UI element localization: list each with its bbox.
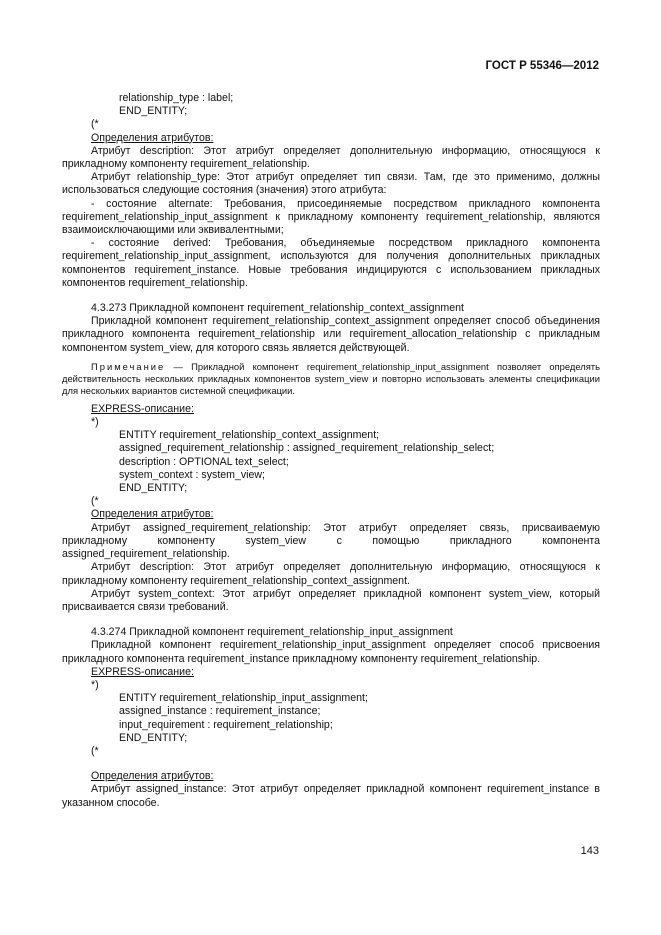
paragraph: Атрибут description: Этот атрибут определяет дополнительную информацию, относящуюся к прикладному компоненту requirement_relationship. <box>62 144 600 171</box>
paragraph: Прикладной компонент requirement_relationship_input_assignment определяет способ присвоения прикладного компонента requirement_instance прикладному компоненту requirement_relationship. <box>62 639 600 665</box>
note-text: — Прикладной компонент requirement_relationship_input_assignment позволяет определять действительность нескольких прикладных компонентов system_view и повторно использовать элементы спецификации для нескольких вариантов системной спецификации. <box>62 360 600 396</box>
code-block-274 <box>62 692 600 745</box>
page-number: 143 <box>580 845 599 857</box>
express-title: EXPRESS-описание: <box>91 402 194 415</box>
comment-close: *) <box>91 678 99 691</box>
code-block-prev <box>62 92 600 118</box>
paragraph: - состояние derived: Требования, объединяемые посредством прикладного компонента requirement_relationship_input_assignment, используются для получения дополнительных прикладных компонентов requirement_instance. Новые требования индицируются с использованием прикладных компонентов requirement_relationship. <box>62 237 600 289</box>
paragraph: Атрибут assigned_requirement_relationship: Этот атрибут определяет связь, присваиваемую прикладному компоненту system_view с помощью прикладного компонента assigned_requirement_relationship. <box>62 521 600 561</box>
comment-open: (* <box>91 495 99 508</box>
document-id-header: ГОСТ Р 55346—2012 <box>485 60 599 72</box>
page-content <box>62 92 600 810</box>
express-title: EXPRESS-описание: <box>91 665 194 678</box>
code-line: system_context : system_view; <box>119 468 266 481</box>
code-block-273 <box>62 429 600 495</box>
code-line: input_requirement : requirement_relationship; <box>119 718 333 731</box>
code-line: relationship_type : label; <box>119 92 234 104</box>
code-line: ENTITY requirement_relationship_context_assignment; <box>119 429 380 442</box>
paragraph: - состояние alternate: Требования, присоединяемые посредством прикладного компонента requirement_relationship_input_assignment к прикладному компоненту requirement_relationship, являются взаимоисключающими или эквивалентными; <box>62 197 600 237</box>
code-line: ENTITY requirement_relationship_input_assignment; <box>119 692 368 705</box>
section-heading-274: 4.3.274 Прикладной компонент requirement_relationship_input_assignment <box>91 626 453 639</box>
paragraph: Атрибут system_context: Этот атрибут определяет прикладной компонент system_view, который присваивается связи требований. <box>62 587 600 613</box>
code-line: description : OPTIONAL text_select; <box>119 455 289 468</box>
comment-close: *) <box>91 416 99 429</box>
attr-definitions-title: Определения атрибутов: <box>91 131 214 144</box>
code-line: END_ENTITY; <box>119 105 188 118</box>
section-heading-273: 4.3.273 Прикладной компонент requirement_relationship_context_assignment <box>91 302 464 315</box>
code-line: assigned_instance : requirement_instance; <box>119 705 321 718</box>
paragraph: Атрибут assigned_instance: Этот атрибут определяет прикладной компонент requirement_instance в указанном способе. <box>62 783 600 809</box>
code-line: assigned_requirement_relationship : assigned_requirement_relationship_select; <box>119 442 495 455</box>
code-line: END_ENTITY; <box>119 482 188 495</box>
comment-open: (* <box>91 744 99 757</box>
attr-definitions-title: Определения атрибутов: <box>91 508 214 521</box>
attr-definitions-title: Определения атрибутов: <box>91 770 214 783</box>
code-line: END_ENTITY; <box>119 731 188 744</box>
paragraph: Атрибут description: Этот атрибут определяет дополнительную информацию, относящуюся к прикладному компоненту requirement_relationship_context_assignment. <box>62 561 600 587</box>
paragraph: Прикладной компонент requirement_relationship_context_assignment определяет способ объединения прикладного компонента requirement_relationship или requirement_allocation_relationship с прикладным компонентом system_view, для которого связь является действующей. <box>62 315 600 354</box>
note-label: Примечание <box>91 360 166 372</box>
comment-open: (* <box>91 118 99 131</box>
note <box>62 361 600 397</box>
paragraph: Атрибут relationship_type: Этот атрибут определяет тип связи. Там, где это применимо, должны использоваться следующие состояния (значения) этого атрибута: <box>62 171 600 197</box>
